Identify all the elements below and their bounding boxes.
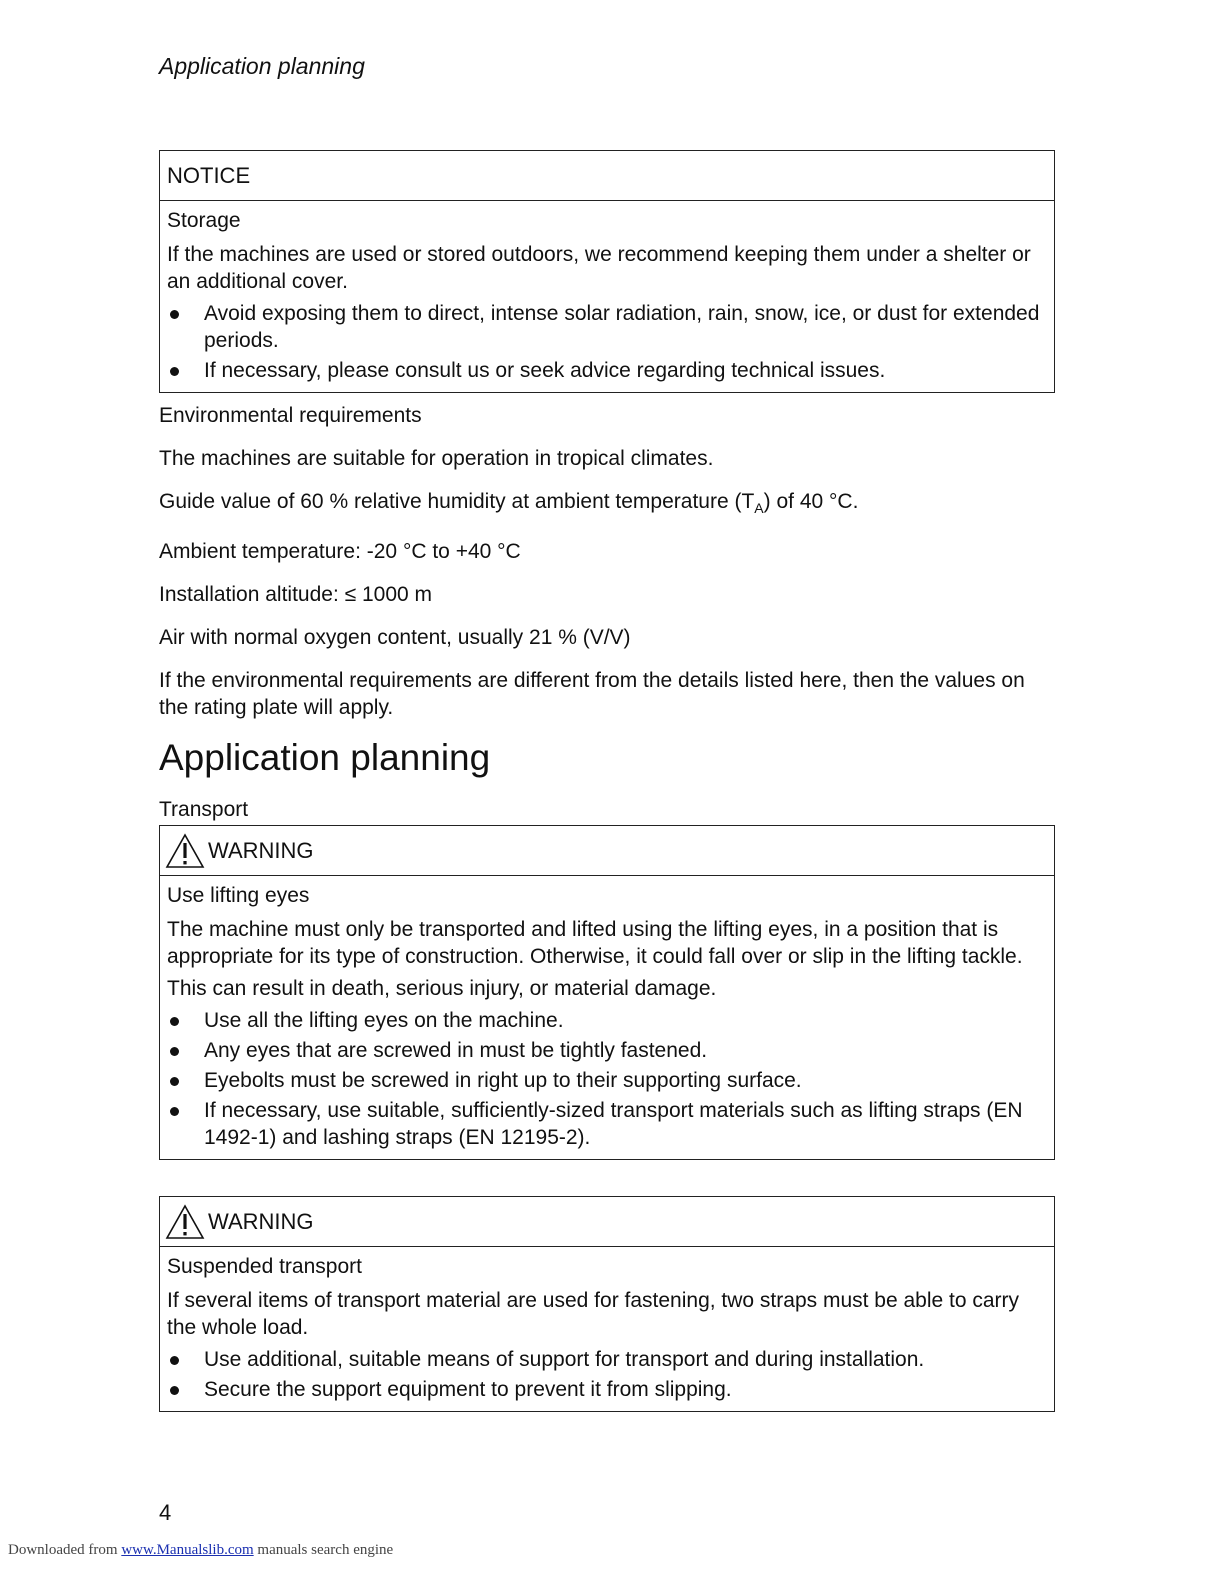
footer-suffix: manuals search engine [257, 1542, 394, 1558]
list-item: Any eyes that are screwed in must be tightly fastened. [167, 1037, 1045, 1064]
warning2-label: WARNING [208, 1208, 314, 1234]
list-item: Use additional, suitable means of support for transport and during installation. [167, 1346, 1045, 1373]
running-header: Application planning [159, 53, 365, 79]
warning1-subtitle: Use lifting eyes [167, 884, 310, 907]
footer-prefix: Downloaded from [8, 1542, 118, 1558]
list-item: Secure the support equipment to prevent it from slipping. [167, 1376, 1045, 1403]
list-item: Eyebolts must be screwed in right up to their supporting surface. [167, 1067, 1045, 1094]
warning1-bullets [167, 1007, 1045, 1151]
section-title: Application planning [159, 737, 491, 778]
notice-paragraph: If the machines are used or stored outdoors, we recommend keeping them under a shelter or an additional cover. [167, 243, 1031, 293]
warning1-header [160, 826, 1054, 876]
list-item: Avoid exposing them to direct, intense solar radiation, rain, snow, ice, or dust for extended periods. [167, 300, 1045, 354]
warning1-label: WARNING [208, 837, 314, 863]
environment-heading: Environmental requirements [159, 404, 422, 427]
warning1-consequence: This can result in death, serious injury, or material damage. [167, 977, 717, 1000]
warning1-body [160, 876, 1054, 1159]
warning1-paragraph: The machine must only be transported and lifted using the lifting eyes, in a position that is appropriate for its type of construction. Otherwise, it could fall over or slip in the lifting tackle. [167, 918, 1023, 968]
notice-body [160, 201, 1054, 392]
list-item: Use all the lifting eyes on the machine. [167, 1007, 1045, 1034]
environment-p4: Installation altitude: ≤ 1000 m [159, 583, 433, 607]
download-footer [8, 1542, 393, 1559]
warning2-header [160, 1197, 1054, 1247]
warning-box-lifting [159, 825, 1055, 1160]
notice-subtitle: Storage [167, 209, 241, 232]
warning2-subtitle: Suspended transport [167, 1255, 362, 1278]
notice-label: NOTICE [167, 162, 251, 188]
environment-p1: The machines are suitable for operation in tropical climates. [159, 447, 714, 470]
warning2-bullets [167, 1346, 1045, 1403]
warning-triangle-icon [165, 833, 205, 869]
environment-p6: If the environmental requirements are different from the details listed here, then the values on the rating plate will apply. [159, 669, 1025, 720]
notice-box [159, 150, 1055, 393]
environment-p3: Ambient temperature: -20 °C to +40 °C [159, 540, 521, 564]
warning2-body [160, 1247, 1054, 1411]
warning-triangle-icon [165, 1204, 205, 1240]
ta-subscript: A [754, 500, 764, 517]
list-item: If necessary, use suitable, sufficiently-sized transport materials such as lifting straps (EN 1492-1) and lashing straps (EN 12195-2). [167, 1097, 1045, 1151]
list-item: If necessary, please consult us or seek advice regarding technical issues. [167, 357, 1045, 384]
transport-heading: Transport [159, 798, 249, 821]
environment-p2: Guide value of 60 % relative humidity at ambient temperature $(T_A)$ of 40 °C. [159, 490, 859, 517]
notice-bullets [167, 300, 1045, 384]
warning-box-suspended [159, 1196, 1055, 1412]
manualslib-link[interactable]: www.Manualslib.com [121, 1542, 254, 1558]
warning2-paragraph: If several items of transport material are used for fastening, two straps must be able to carry the whole load. [167, 1289, 1020, 1339]
page-number: 4 [159, 1500, 172, 1525]
environment-section [159, 402, 1049, 721]
environment-p5: Air with normal oxygen content, usually 21 % (V/V) [159, 626, 631, 650]
notice-header [160, 151, 1054, 201]
